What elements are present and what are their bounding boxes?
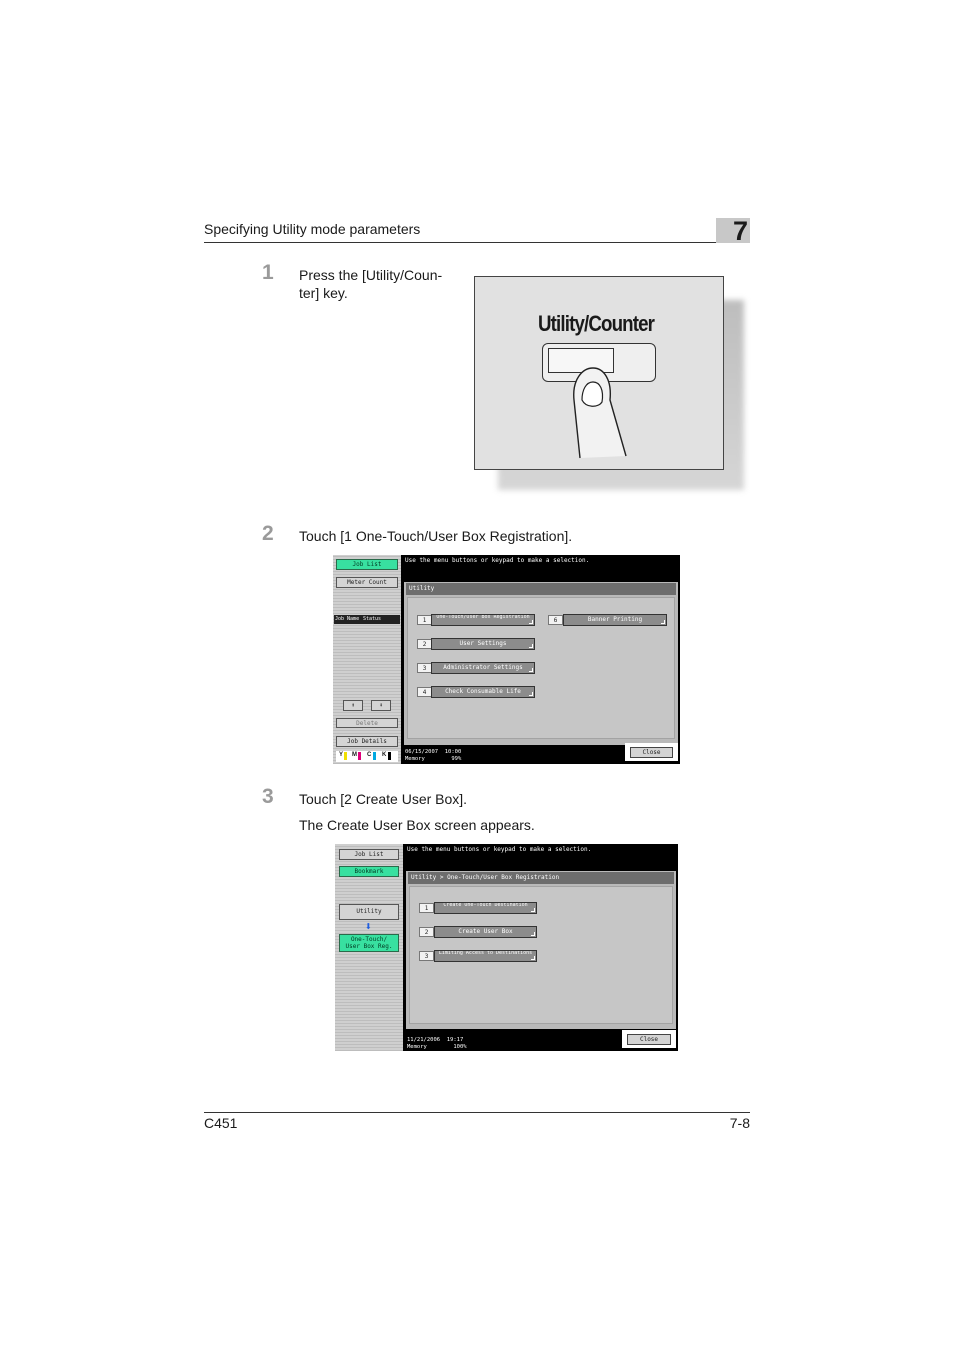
menu-number-6: 6 <box>548 615 563 625</box>
memory-value: 100% <box>453 1044 467 1050</box>
status-footer <box>405 749 461 763</box>
header-rule <box>204 242 750 243</box>
memory-value: 99% <box>451 756 462 762</box>
step-3-note: The Create User Box screen appears. <box>299 817 535 833</box>
step-3-number: 3 <box>262 785 274 808</box>
step-3-text: Touch [2 Create User Box]. <box>299 791 468 807</box>
time: 19:17 <box>446 1037 464 1043</box>
time: 10:00 <box>444 749 462 755</box>
step-1-text: Press the [Utility/Coun- ter] key. <box>299 267 443 301</box>
job-details-button[interactable]: Job Details <box>336 736 398 747</box>
chapter-number: 7 <box>732 216 748 246</box>
utility-screen <box>333 555 680 764</box>
close-button[interactable]: Close <box>627 1034 671 1045</box>
status-footer <box>407 1037 467 1051</box>
user-settings-button[interactable]: User Settings <box>431 638 535 650</box>
step-2-number: 2 <box>262 522 274 545</box>
column-job-name: Job Name <box>335 616 360 622</box>
scroll-up-button[interactable]: ⬆ <box>343 700 363 711</box>
menu-number-1: 1 <box>419 903 434 913</box>
column-status: Status <box>363 616 382 622</box>
meter-count-button[interactable]: Meter Count <box>336 577 398 588</box>
utility-menu-area <box>404 582 678 745</box>
message-bar: Use the menu buttons or keypad to make a selection. <box>403 844 678 868</box>
check-consumable-life-button[interactable]: Check Consumable Life <box>431 686 535 698</box>
menu-panel <box>409 886 673 1024</box>
running-header: Specifying Utility mode parameters <box>204 221 421 237</box>
breadcrumb: Utility <box>406 583 676 595</box>
date: 11/21/2006 <box>407 1037 441 1043</box>
one-touch-user-box-registration-screen <box>335 844 678 1051</box>
menu-number-2: 2 <box>417 639 432 649</box>
banner-printing-button[interactable]: Banner Printing <box>563 614 667 626</box>
finger-pointing-icon <box>560 360 650 460</box>
menu-panel <box>407 597 675 739</box>
cyan-toner-bar <box>373 752 376 760</box>
job-list-button[interactable]: Job List <box>339 849 399 860</box>
utility-counter-label: Utility/Counter <box>538 311 655 336</box>
yellow-toner-bar <box>344 752 347 760</box>
registration-menu-area <box>406 871 676 1029</box>
memory-label: Memory <box>405 756 425 762</box>
close-button[interactable]: Close <box>630 747 673 758</box>
step-2-text: Touch [1 One-Touch/User Box Registration]. <box>299 528 573 544</box>
page-number: 7-8 <box>729 1115 750 1131</box>
menu-number-2: 2 <box>419 927 434 937</box>
step-1-number: 1 <box>262 261 274 284</box>
memory-label: Memory <box>407 1044 427 1050</box>
menu-number-1: 1 <box>417 615 432 625</box>
one-touch-user-box-registration-button[interactable]: One-Touch/User Box Registration <box>431 614 535 626</box>
administrator-settings-button[interactable]: Administrator Settings <box>431 662 535 674</box>
model-name: C451 <box>204 1115 238 1131</box>
utility-nav-button[interactable]: Utility <box>339 904 399 920</box>
footer-rule <box>204 1112 750 1113</box>
menu-number-3: 3 <box>419 951 434 961</box>
limiting-access-to-destinations-button[interactable]: Limiting Access to Destinations <box>434 950 537 962</box>
delete-button[interactable]: Delete <box>336 718 398 728</box>
create-one-touch-destination-button[interactable]: Create One-Touch Destination <box>434 902 537 914</box>
date: 06/15/2007 <box>405 749 439 755</box>
message-bar: Use the menu buttons or keypad to make a selection. <box>401 555 680 579</box>
bookmark-button[interactable]: Bookmark <box>339 866 399 877</box>
magenta-toner-bar <box>358 752 361 760</box>
job-list-header <box>334 615 400 624</box>
toner-levels: Y M C K <box>336 751 398 762</box>
create-user-box-button[interactable]: Create User Box <box>434 926 537 938</box>
black-toner-bar <box>388 752 391 760</box>
menu-number-4: 4 <box>417 687 432 697</box>
job-list-button[interactable]: Job List <box>336 559 398 570</box>
scroll-down-button[interactable]: ⬇ <box>371 700 391 711</box>
current-location-button[interactable]: One-Touch/ User Box Reg. <box>339 934 399 952</box>
arrow-down-icon: ⬇ <box>365 922 372 931</box>
breadcrumb: Utility > One-Touch/User Box Registration <box>408 872 674 884</box>
menu-number-3: 3 <box>417 663 432 673</box>
